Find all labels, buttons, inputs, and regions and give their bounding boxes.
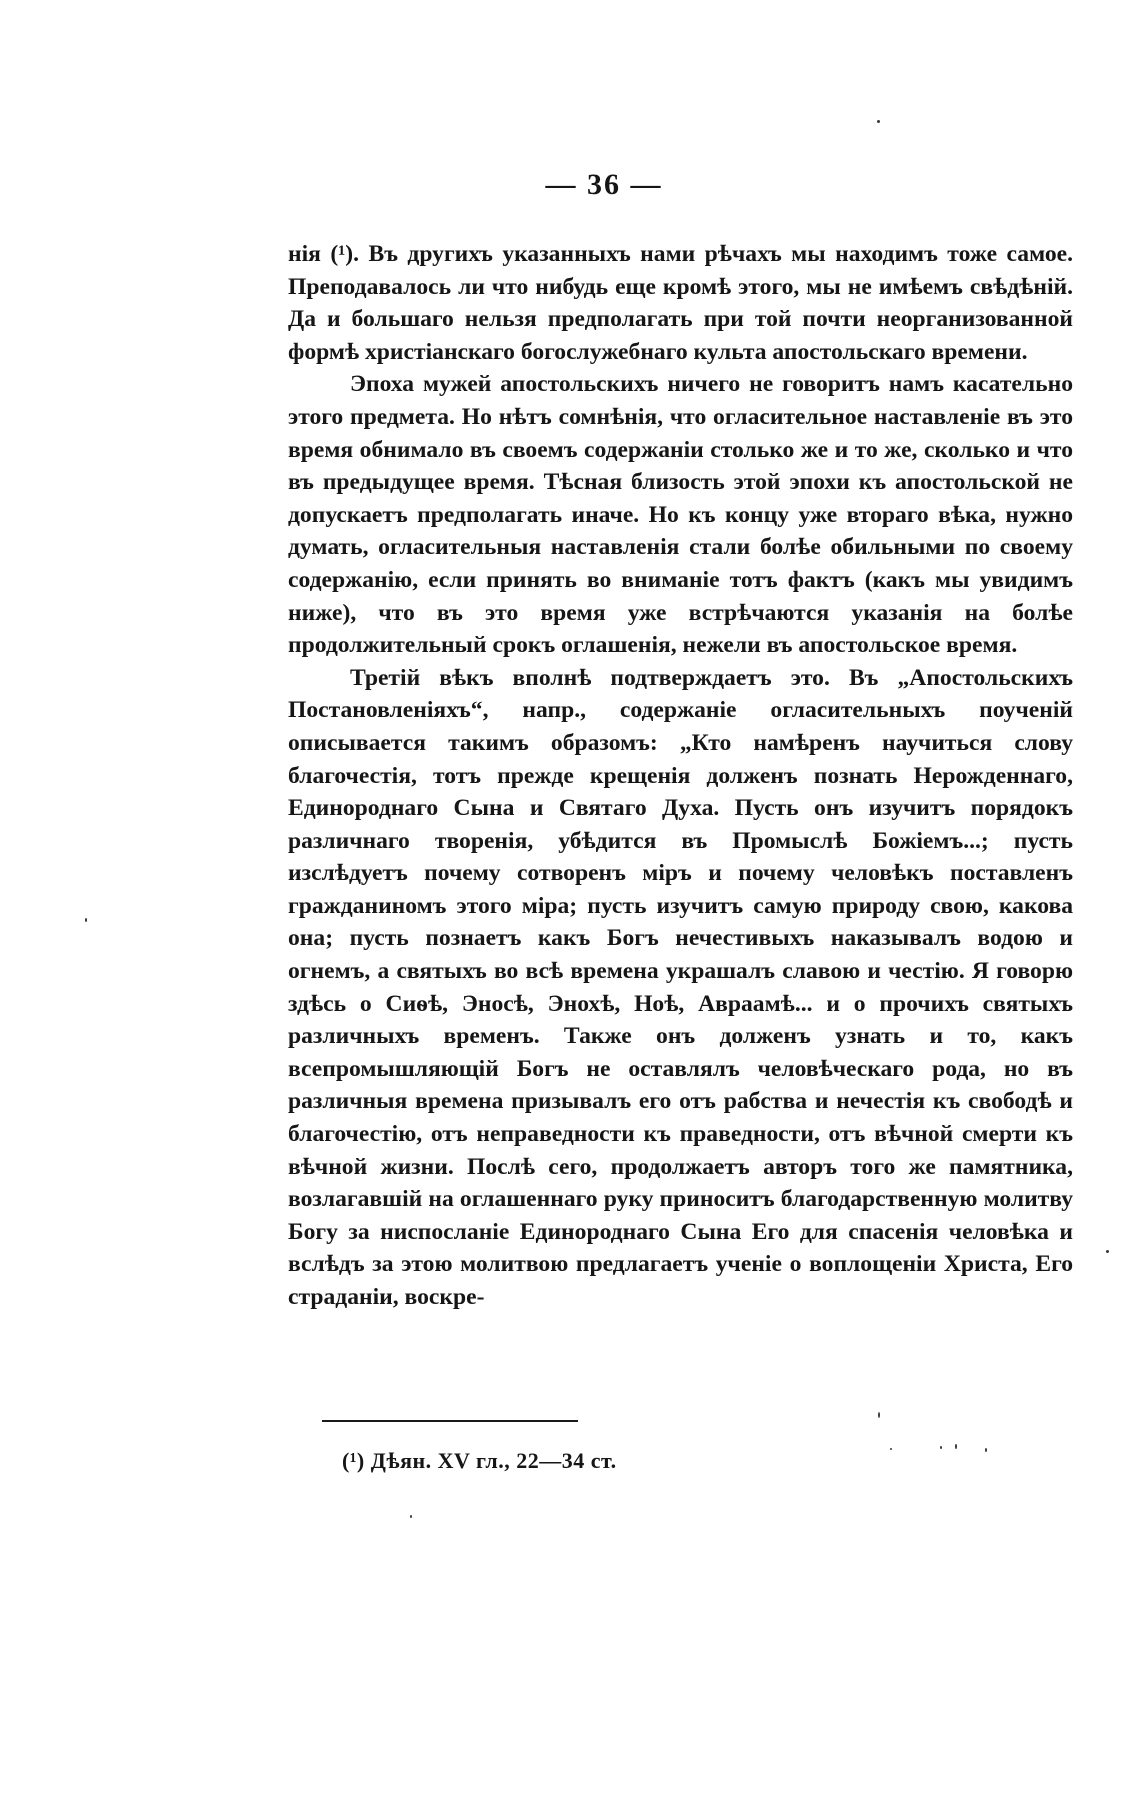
scan-speck	[877, 120, 880, 123]
main-text	[288, 238, 1073, 1314]
paragraph-third-century: Третій вѣкъ вполнѣ подтверждаетъ это. Въ „Апостольскихъ Постановленіяхъ“, напр., содержаніе огласительныхъ поученій описывается такимъ образомъ: „Кто намѣренъ научиться слову благочестія, тотъ прежде крещенія долженъ познать Нерожденнаго, Единороднаго Сына и Святаго Духа. Пусть онъ изучитъ порядокъ различнаго творенія, убѣдится въ Промыслѣ Божіемъ...; пусть изслѣдуетъ почему сотворенъ міръ и почему человѣкъ поставленъ гражданиномъ этого міра; пусть изучитъ самую природу свою, какова она; пусть познаетъ какъ Богъ нечестивыхъ наказывалъ водою и огнемъ, а святыхъ во всѣ времена украшалъ славою и честію. Я говорю здѣсь о Сиѳѣ, Эносѣ, Энохѣ, Ноѣ, Авраамѣ... и о прочихъ святыхъ различныхъ временъ. Также онъ долженъ узнать и то, какъ всепромышляющій Богъ не оставлялъ человѣческаго рода, но въ различныя времена призывалъ его отъ рабства и нечестія къ свободѣ и благочестію, отъ неправедности къ праведности, отъ вѣчной смерти къ вѣчной жизни. Послѣ сего, продолжаетъ авторъ того же памятника, возлагавшій на оглашеннаго руку приноситъ благодарственную молитву Богу за ниспосланіе Единороднаго Сына Его для спасенія человѣка и вслѣдъ за этою молитвою предлагаетъ ученіе о воплощеніи Христа, Его страданіи, воскре-	[288, 664, 1073, 1310]
footnote: (¹) Дѣян. XV гл., 22—34 ст.	[342, 1448, 617, 1473]
scan-speck	[985, 1448, 987, 1452]
scan-speck	[878, 1412, 880, 1418]
page-number: — 36 —	[545, 168, 663, 201]
scan-speck	[85, 918, 87, 922]
scan-speck	[940, 1446, 942, 1449]
scan-speck	[410, 1515, 412, 1518]
footnote-divider	[322, 1420, 578, 1422]
paragraph-continued: нія (¹). Въ другихъ указанныхъ нами рѣчахъ мы находимъ тоже самое. Преподавалось ли что нибудь еще кромѣ этого, мы не имѣемъ свѣдѣній. Да и большаго нельзя предполагать при той почти неорганизованной формѣ христіанскаго богослужебнаго культа апостольскаго времени.	[288, 241, 1073, 365]
scan-speck	[890, 1448, 892, 1450]
scan-speck	[1106, 1250, 1109, 1253]
paragraph-apostolic-fathers: Эпоха мужей апостольскихъ ничего не говоритъ намъ касательно этого предмета. Но нѣтъ сомнѣнія, что огласительное наставленіе въ это время обнимало въ своемъ содержаніи столько же и то же, сколько и что въ предыдущее время. Тѣсная близость этой эпохи къ апостольской не допускаетъ предполагать иначе. Но къ концу уже втораго вѣка, нужно думать, огласительныя наставленія стали болѣе обильными по своему содержанію, если принять во вниманіе тотъ фактъ (какъ мы увидимъ ниже), что въ это время уже встрѣчаются указанія на болѣе продолжительный срокъ оглашенія, нежели въ апостольское время.	[288, 371, 1073, 659]
scan-speck	[955, 1444, 957, 1449]
